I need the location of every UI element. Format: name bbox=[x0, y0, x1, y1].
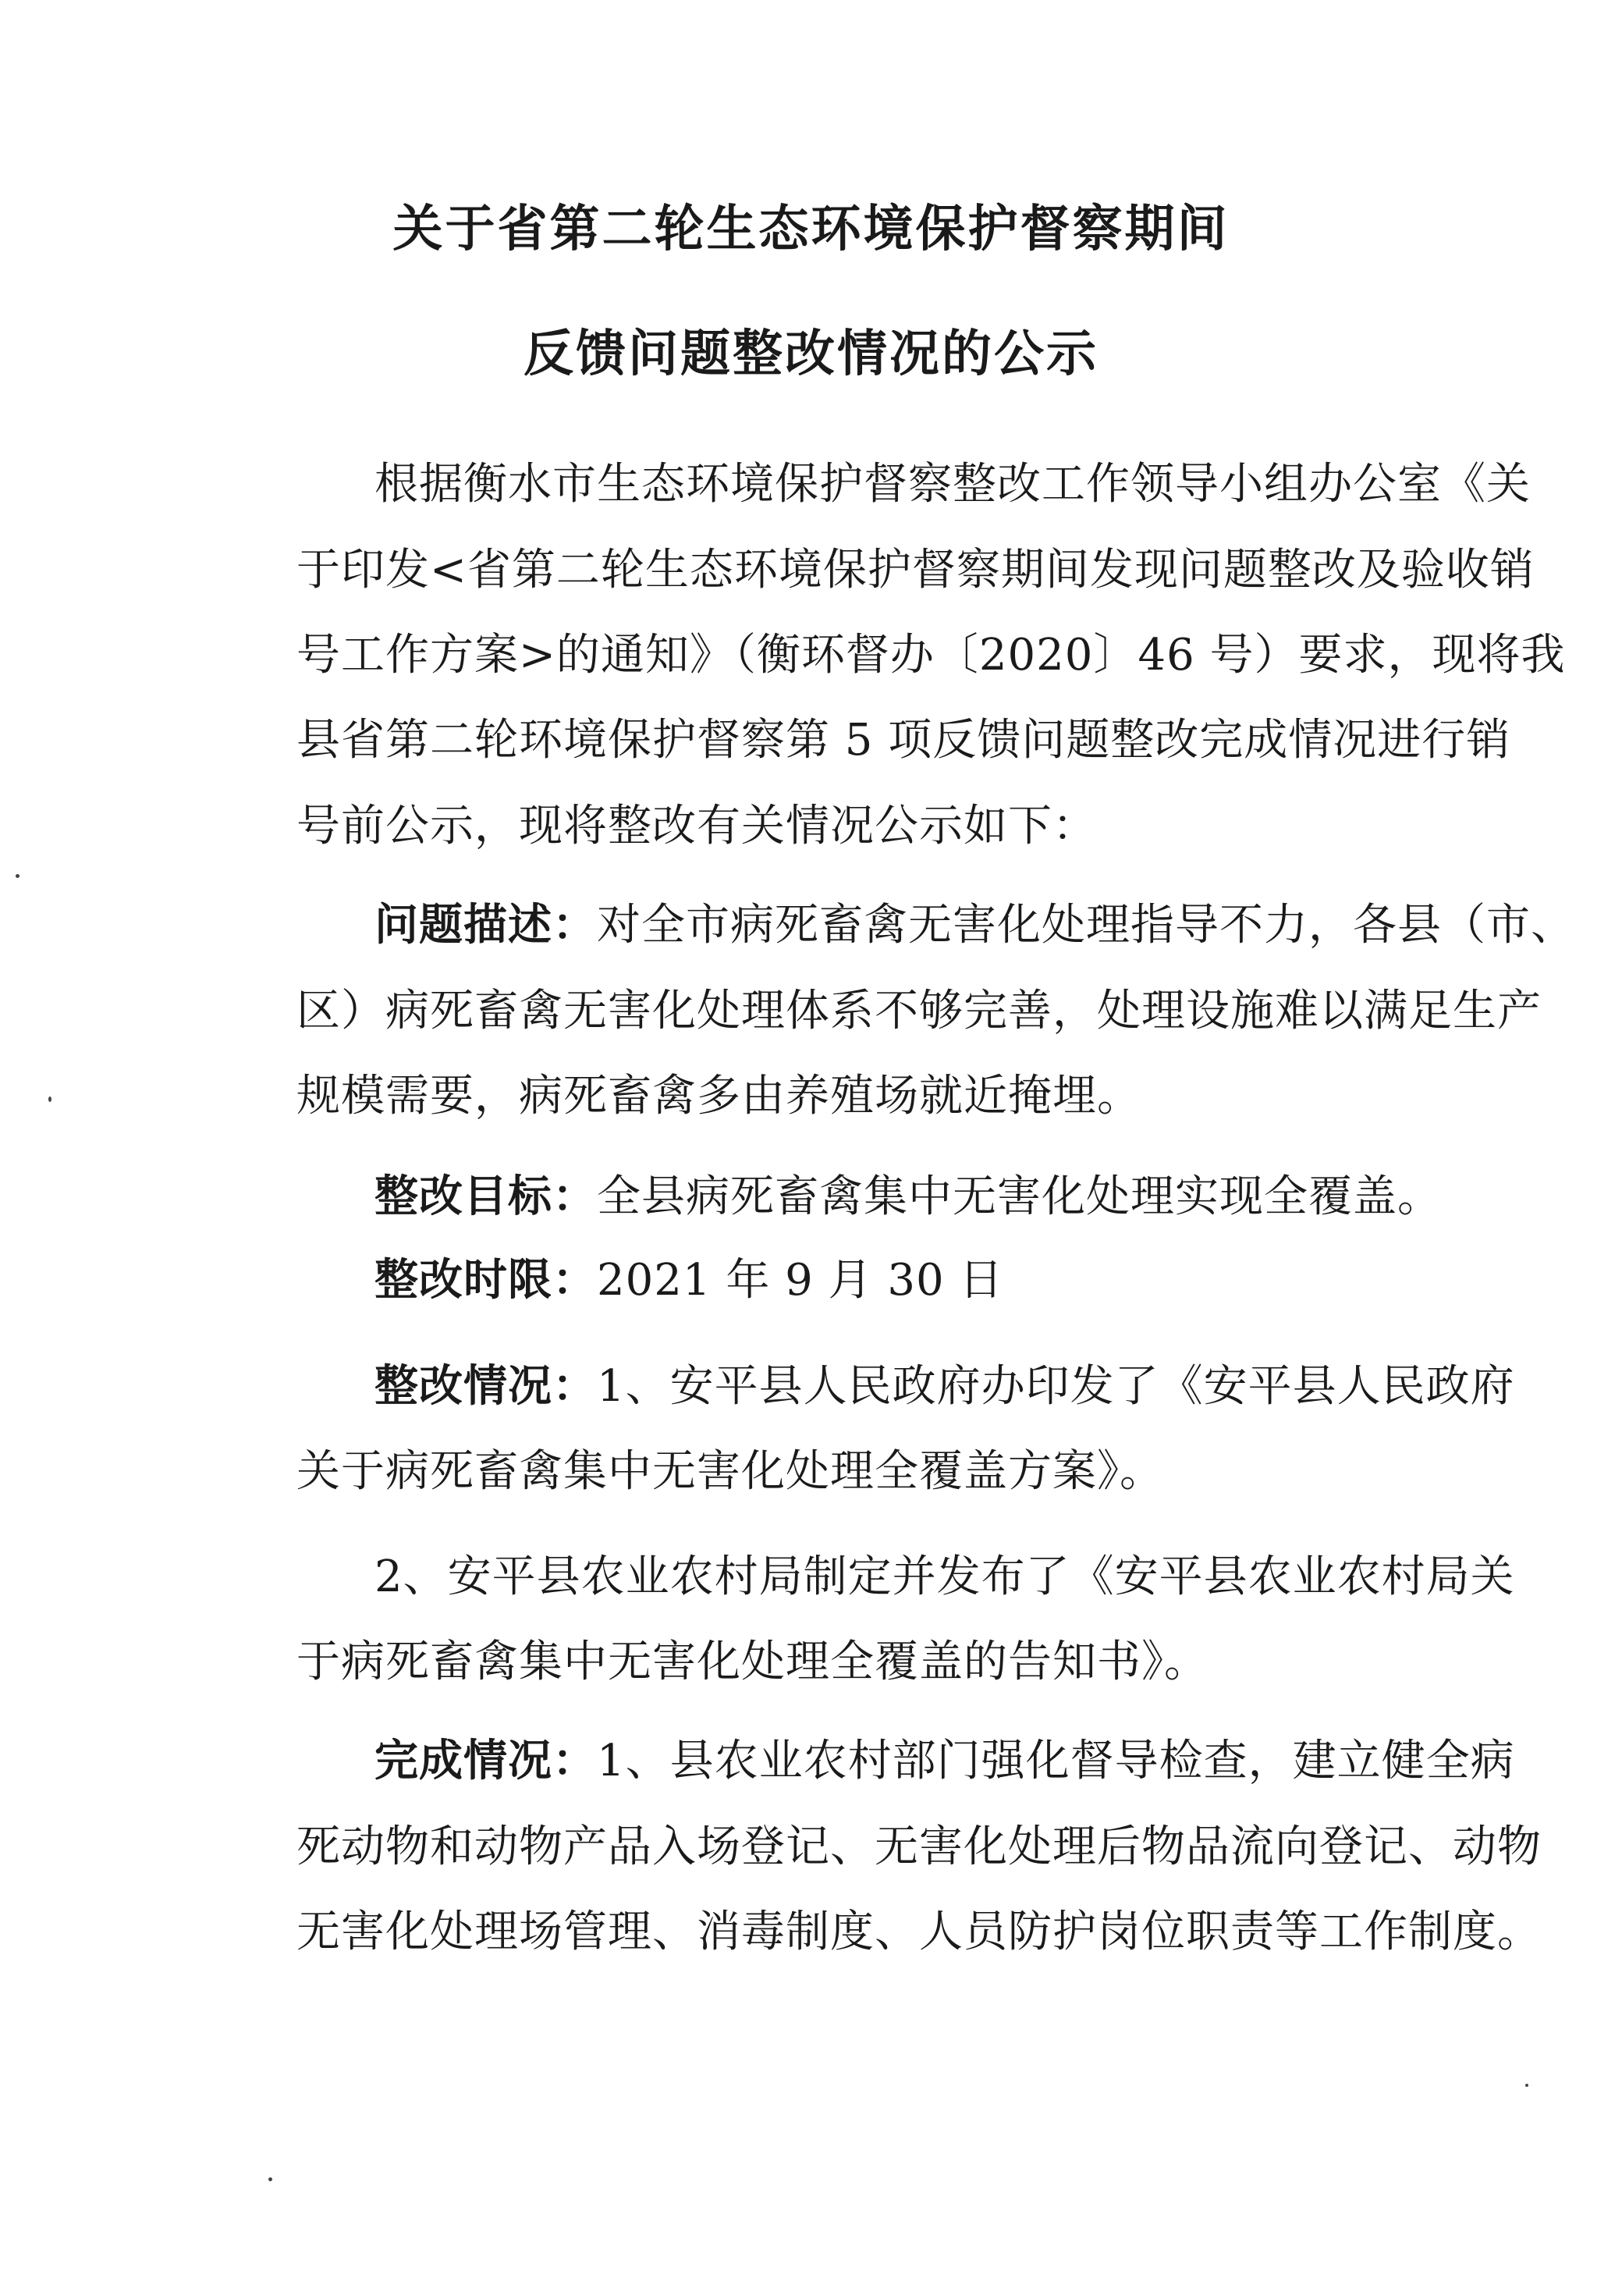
target-text: 全县病死畜禽集中无害化处理实现全覆盖。 bbox=[597, 1171, 1442, 1222]
problem-label: 问题描述： bbox=[374, 900, 597, 951]
problem-text-1: 对全市病死畜禽无害化处理指导不力，各县（市、 bbox=[597, 900, 1575, 951]
intro-line-5: 号前公示，现将整改有关情况公示如下： bbox=[296, 801, 1097, 851]
completion-line-3: 无害化处理场管理、消毒制度、人员防护岗位职责等工作制度。 bbox=[296, 1907, 1542, 1957]
completion-label: 完成情况： bbox=[374, 1736, 597, 1786]
rectification-item1-text-1: 1、安平县人民政府办印发了《安平县人民政府 bbox=[597, 1361, 1515, 1412]
rectification-label: 整改情况： bbox=[374, 1361, 597, 1412]
problem-line-1 bbox=[374, 900, 1575, 951]
rectification-line-3: 2、安平县农业农村局制定并发布了《安平县农业农村局关 bbox=[374, 1551, 1515, 1602]
intro-line-4: 县省第二轮环境保护督察第 5 项反馈问题整改完成情况进行销 bbox=[296, 715, 1511, 766]
target-label: 整改目标： bbox=[374, 1171, 597, 1222]
rectification-line-1 bbox=[374, 1361, 1515, 1412]
problem-line-3: 规模需要，病死畜禽多由养殖场就近掩埋。 bbox=[296, 1071, 1141, 1121]
scan-speck bbox=[16, 874, 20, 878]
completion-line-1 bbox=[374, 1736, 1515, 1786]
document-title-line1: 关于省第二轮生态环境保护督察期间 bbox=[392, 201, 1230, 258]
scan-speck bbox=[268, 2177, 272, 2181]
document-title-line2: 反馈问题整改情况的公示 bbox=[524, 325, 1098, 383]
intro-line-2: 于印发<省第二轮生态环境保护督察期间发现问题整改及验收销 bbox=[296, 545, 1535, 595]
rectification-line-2: 关于病死畜禽集中无害化处理全覆盖方案》。 bbox=[296, 1446, 1164, 1497]
completion-line-2: 死动物和动物产品入场登记、无害化处理后物品流向登记、动物 bbox=[296, 1822, 1542, 1872]
completion-text-1: 1、县农业农村部门强化督导检查，建立健全病 bbox=[597, 1736, 1515, 1786]
intro-line-1: 根据衡水市生态环境保护督察整改工作领导小组办公室《关 bbox=[374, 459, 1531, 510]
target-line bbox=[374, 1171, 1490, 1222]
problem-line-2: 区）病死畜禽无害化处理体系不够完善，处理设施难以满足生产 bbox=[296, 986, 1542, 1036]
deadline-label: 整改时限： bbox=[374, 1255, 597, 1306]
intro-line-3: 号工作方案>的通知》（衡环督办〔2020〕46 号）要求，现将我 bbox=[296, 630, 1566, 681]
deadline-text: 2021 年 9 月 30 日 bbox=[597, 1255, 1004, 1306]
scan-speck bbox=[1525, 2084, 1528, 2087]
deadline-line bbox=[374, 1255, 1490, 1306]
scan-speck bbox=[48, 1096, 51, 1102]
rectification-line-4: 于病死畜禽集中无害化处理全覆盖的告知书》。 bbox=[296, 1637, 1209, 1687]
